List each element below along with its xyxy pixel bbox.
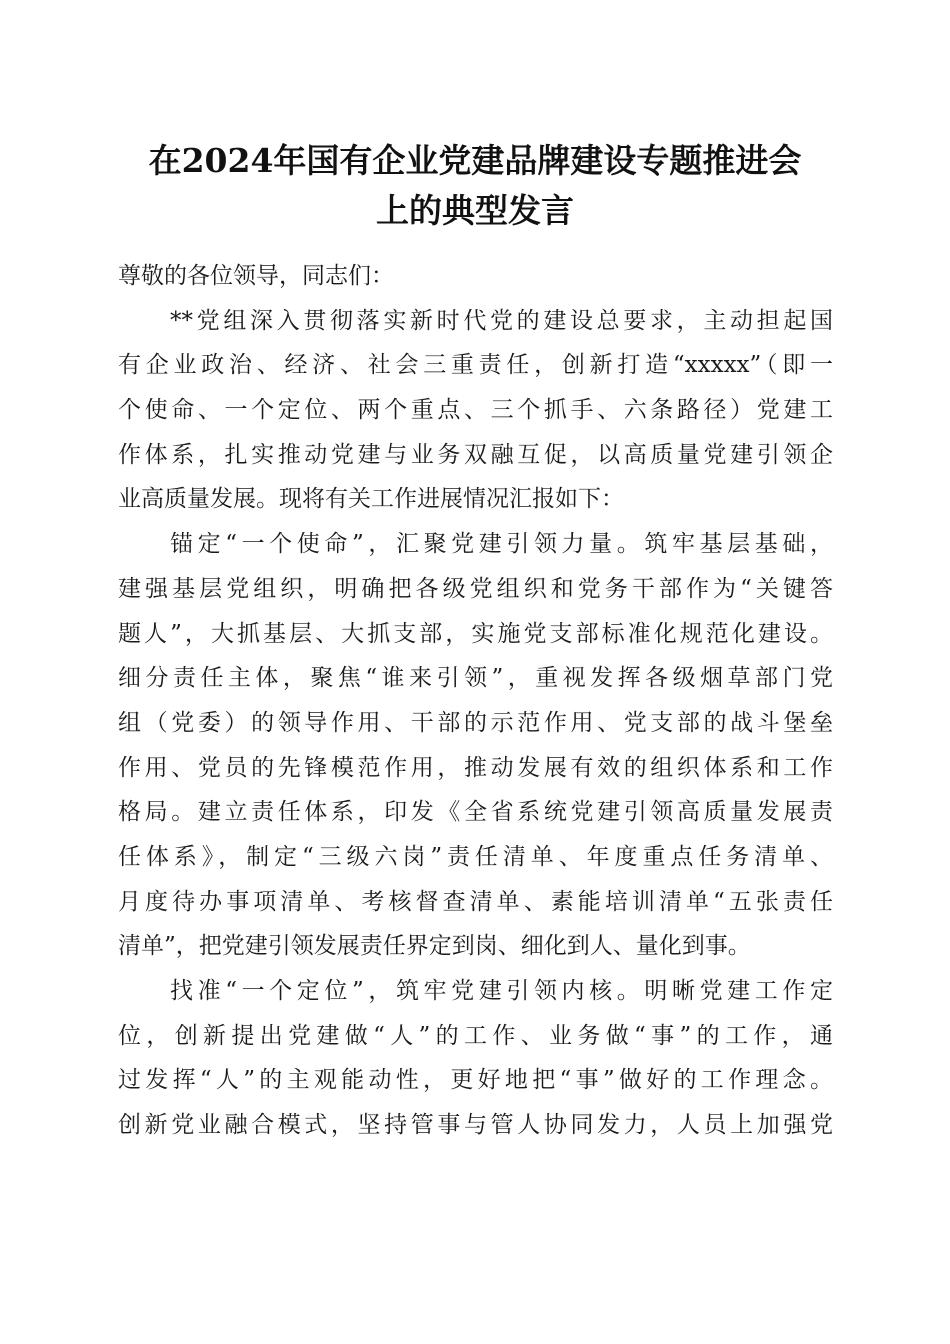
text-line: 个使命、一个定位、两个重点、三个抓手、六条路径）党建工 — [118, 397, 833, 424]
text-line: 有企业政治、经济、社会三重责任，创新打造“xxxxx”（即一 — [118, 352, 833, 379]
text-line: 创新党业融合模式，坚持管事与管人协同发力，人员上加强党 — [118, 1112, 833, 1139]
text-line: 组（党委）的领导作用、干部的示范作用、党支部的战斗堡垒 — [118, 709, 833, 736]
text-line: 作体系，扎实推动党建与业务双融互促，以高质量党建引领企 — [118, 441, 833, 468]
text-line: 锚定“一个使命”，汇聚党建引领力量。筑牢基层基础， — [170, 531, 833, 558]
text-line: **党组深入贯彻落实新时代党的建设总要求，主动担起国 — [170, 307, 833, 334]
salutation: 尊敬的各位领导，同志们： — [118, 263, 394, 289]
title-line-1: 在2024年国有企业党建品牌建设专题推进会 — [148, 141, 802, 180]
text-line: 位，创新提出党建做“人”的工作、业务做“事”的工作，通 — [118, 1022, 833, 1049]
text-line: 清单”，把党建引领发展责任界定到岗、细化到人、量化到事。 — [118, 933, 751, 960]
text-line: 业高质量发展。现将有关工作进展情况汇报如下： — [118, 486, 624, 513]
text-line: 细分责任主体，聚焦“谁来引领”，重视发挥各级烟草部门党 — [118, 665, 833, 692]
document-title — [100, 136, 850, 236]
document-body — [118, 254, 833, 1148]
text-line: 过发挥“人”的主观能动性，更好地把“事”做好的工作理念。 — [118, 1067, 833, 1094]
text-line: 任体系》，制定“三级六岗”责任清单、年度重点任务清单、 — [118, 843, 833, 870]
text-line: 作用、党员的先锋模范作用，推动发展有效的组织体系和工作 — [118, 754, 833, 781]
text-line: 格局。建立责任体系，印发《全省系统党建引领高质量发展责 — [118, 799, 833, 826]
paragraph-2 — [118, 522, 833, 969]
paragraph-1 — [118, 299, 833, 522]
text-line: 月度待办事项清单、考核督查清单、素能培训清单“五张责任 — [118, 888, 833, 915]
title-line-2: 上的典型发言 — [376, 191, 574, 230]
paragraph-3 — [118, 969, 833, 1148]
text-line: 建强基层党组织，明确把各级党组织和党务干部作为“关键答 — [118, 575, 833, 602]
text-line: 题人”，大抓基层、大抓支部，实施党支部标准化规范化建设。 — [118, 620, 833, 647]
text-line: 找准“一个定位”，筑牢党建引领内核。明晰党建工作定 — [170, 978, 833, 1004]
